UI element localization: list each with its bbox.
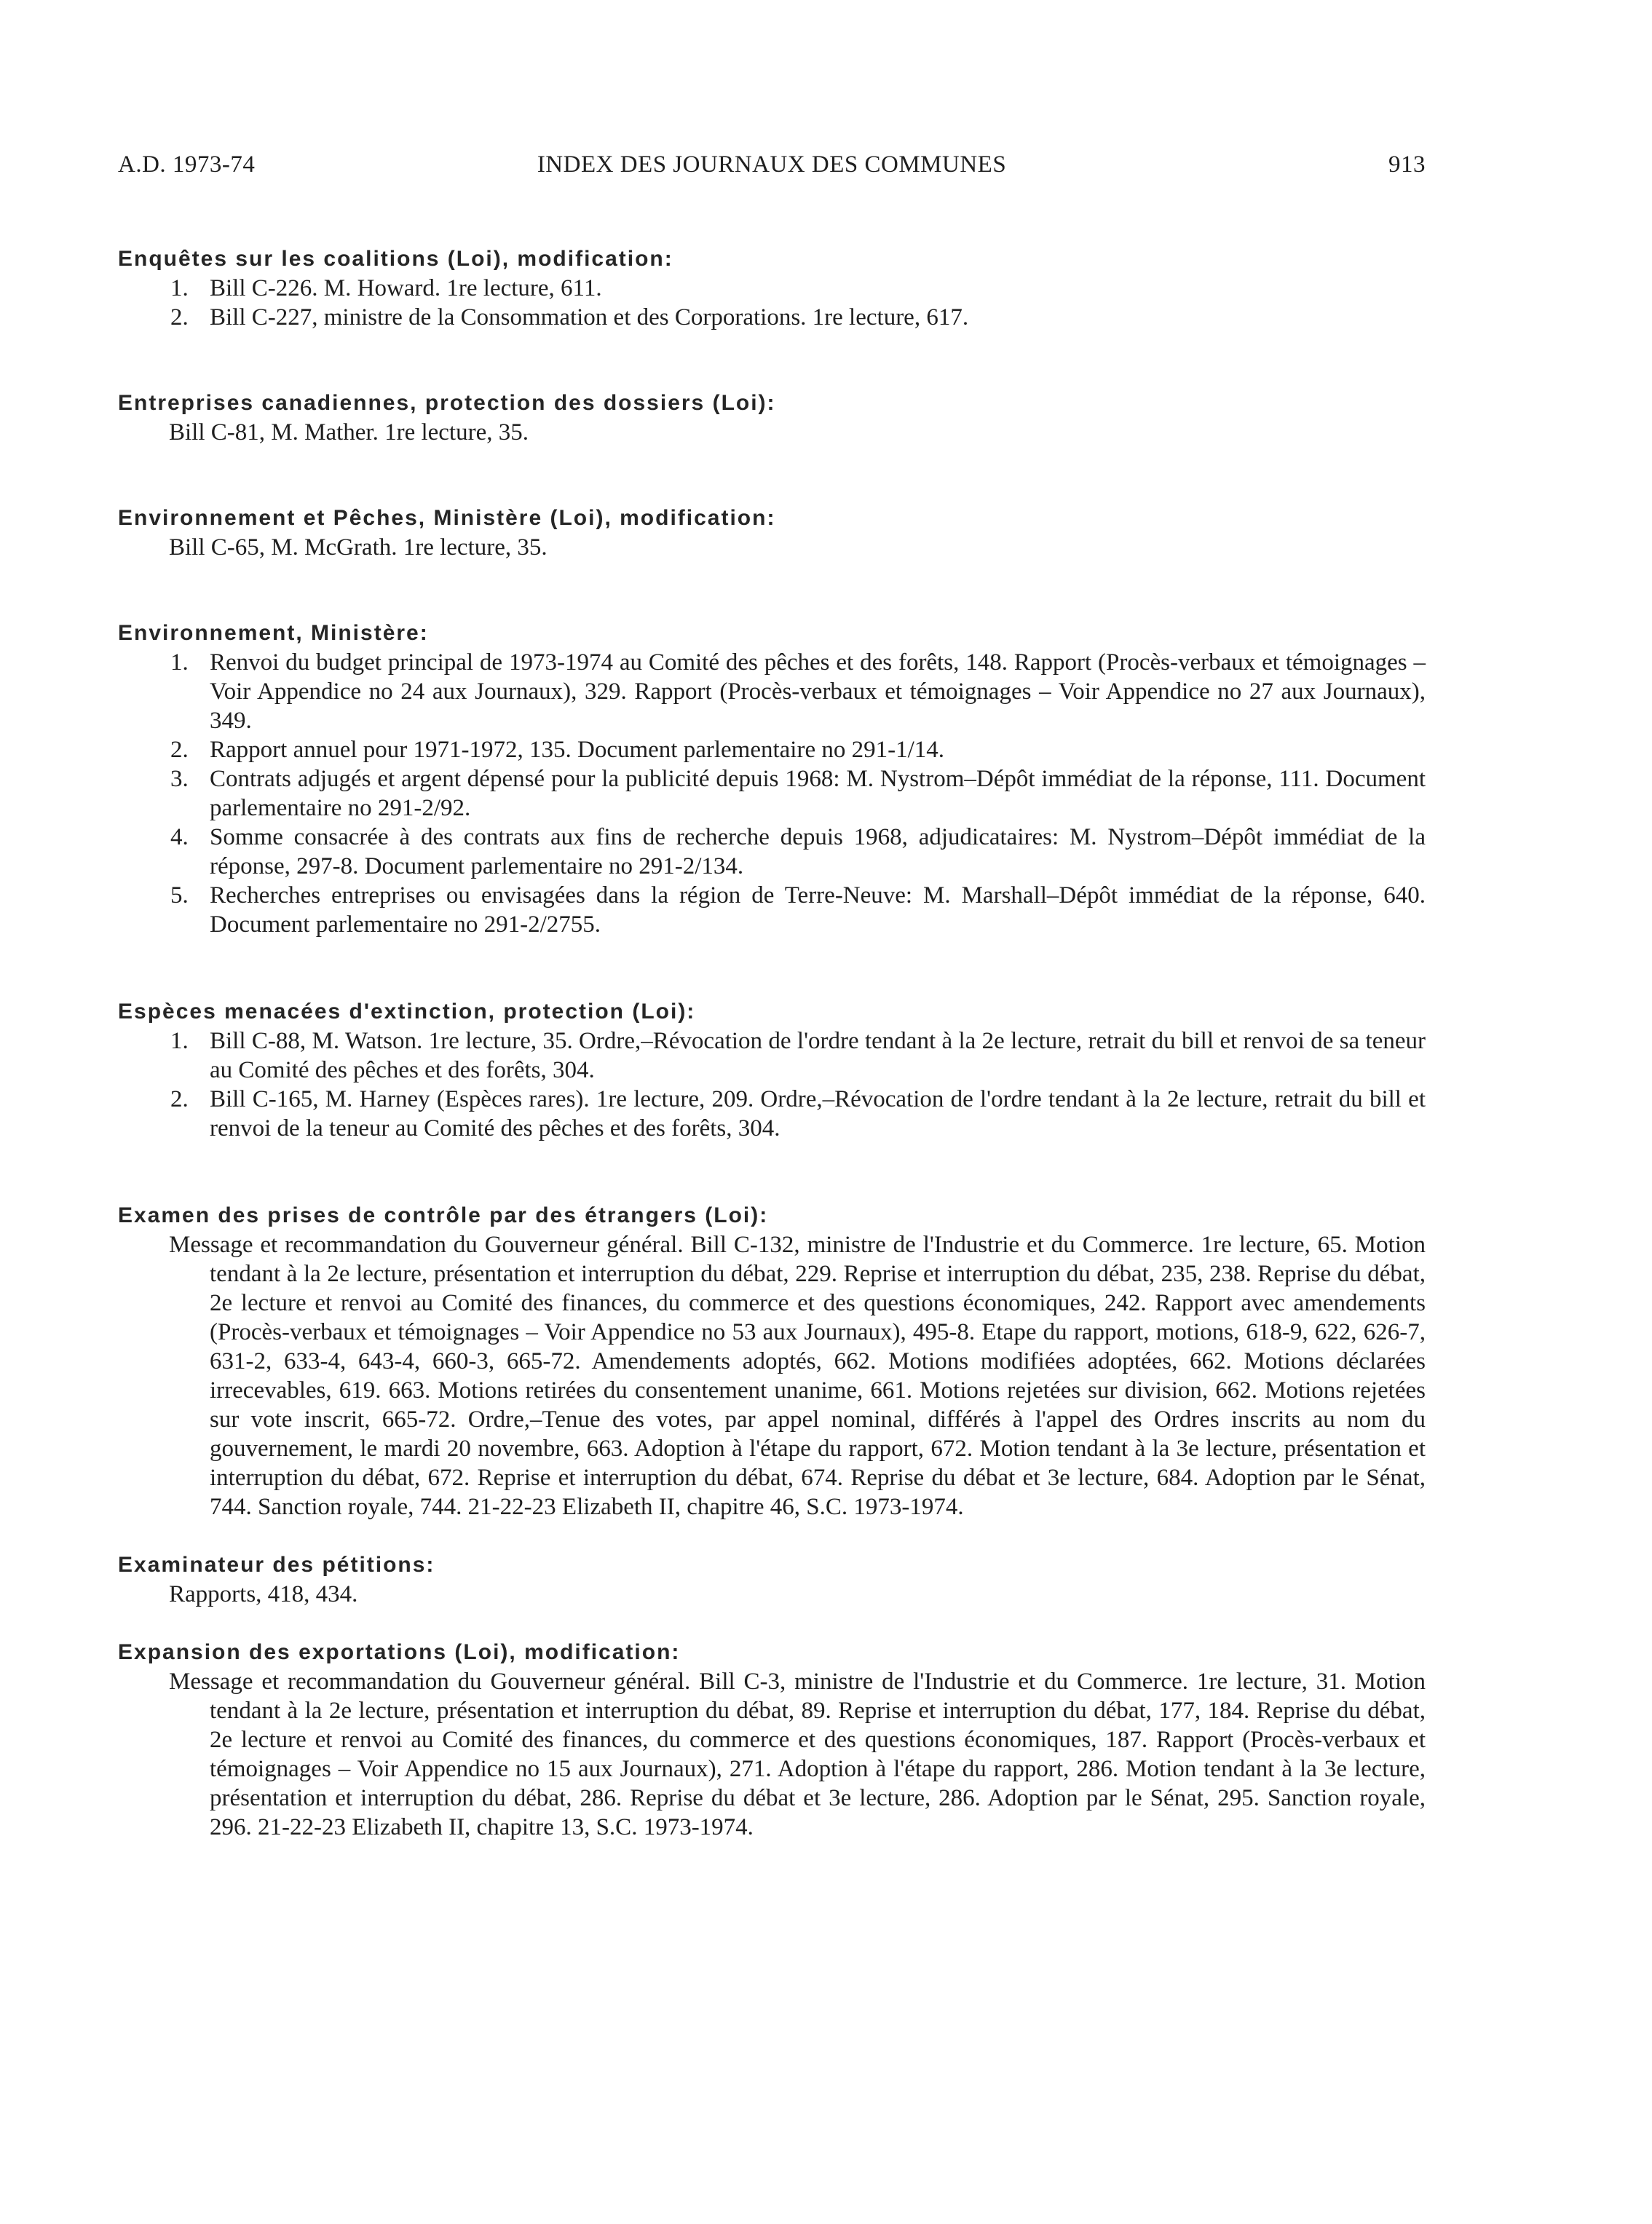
item-text: Somme consacrée à des contrats aux fins de recherche depuis 1968, adjudicataires: M. Nystrom–Dépôt immédiat de la réponse, 297-8. Document parlementaire no 291-2/134. — [210, 824, 1426, 879]
item-number: 1. — [170, 275, 189, 301]
entry-heading: Environnement, Ministère: — [118, 621, 429, 645]
item-number: 3. — [170, 766, 189, 792]
item-number: 1. — [170, 1028, 189, 1054]
entry-text: Message et recommandation du Gouverneur général. Bill C-132, ministre de l'Industrie et du Commerce. 1re lecture, 65. Motion tendant à la 2e lecture, présentation et interruption du débat, 229. Reprise et interruption du débat, 235, 238. Reprise du débat, 2e lecture et renvoi au Comité des finances, du commerce et des questions économiques, 242. Rapport avec amendements (Procès-verbaux et témoignages – Voir Appendice no 53 aux Journaux), 495-8. Etape du rapport, motions, 618-9, 622, 626-7, 631-2, 633-4, 643-4, 660-3, 665-72. Amendements adoptés, 662. Motions modifiées adoptées, 662. Motions déclarées irrecevables, 619. 663. Motions retirées du consentement unanime, 661. Motions rejetées sur division, 662. Motions rejetées sur vote inscrit, 665-72. Ordre,–Tenue des votes, par appel nominal, différés à l'appel des Ordres inscrits au nom du gouvernement, le mardi 20 novembre, 663. Adoption à l'étape du rapport, 672. Motion tendant à la 3e lecture, présentation et interruption du débat, 672. Reprise et interruption du débat, 674. Reprise du débat et 3e lecture, 684. Adoption par le Sénat, 744. Sanction royale, 744. 21-22-23 Elizabeth II, chapitre 46, S.C. 1973-1974. — [169, 1232, 1426, 1520]
item-number: 5. — [170, 882, 189, 909]
item-text: Contrats adjugés et argent dépensé pour la publicité depuis 1968: M. Nystrom–Dépôt immédiat de la réponse, 111. Document parlementaire no 291-2/92. — [210, 766, 1426, 821]
entry-item — [118, 881, 1426, 939]
item-text: Bill C-165, M. Harney (Espèces rares). 1re lecture, 209. Ordre,–Révocation de l'ordre tendant à la 2e lecture, retrait du bill et renvoi de la teneur au Comité des pêches et des forêts, 304. — [210, 1086, 1426, 1141]
item-text: Bill C-88, M. Watson. 1re lecture, 35. Ordre,–Révocation de l'ordre tendant à la 2e lecture, retrait du bill et renvoi de sa teneur au Comité des pêches et des forêts, 304. — [210, 1028, 1426, 1083]
index-entry — [118, 619, 1426, 939]
entry-item — [118, 1085, 1426, 1143]
item-number: 2. — [170, 304, 189, 331]
entry-heading: Examen des prises de contrôle par des étrangers (Loi): — [118, 1203, 769, 1227]
item-number: 2. — [170, 1086, 189, 1112]
index-entry — [118, 997, 1426, 1143]
index-entry — [118, 245, 1426, 332]
item-number: 4. — [170, 824, 189, 850]
entry-item — [118, 274, 1426, 303]
entry-heading: Entreprises canadiennes, protection des dossiers (Loi): — [118, 391, 776, 415]
item-text: Rapport annuel pour 1971-1972, 135. Document parlementaire no 291-1/14. — [210, 737, 945, 763]
item-text: Bill C-226. M. Howard. 1re lecture, 611. — [210, 275, 602, 301]
index-entry — [118, 504, 1426, 562]
index-entry — [118, 389, 1426, 447]
entry-item — [118, 823, 1426, 881]
entry-heading: Enquêtes sur les coalitions (Loi), modification: — [118, 247, 673, 271]
entry-item — [118, 648, 1426, 735]
entry-text: Bill C-81, M. Mather. 1re lecture, 35. — [169, 419, 529, 446]
page-number: 913 — [1388, 151, 1426, 178]
item-text: Bill C-227, ministre de la Consommation et des Corporations. 1re lecture, 617. — [210, 304, 969, 331]
entry-item — [118, 735, 1426, 764]
entry-text: Message et recommandation du Gouverneur général. Bill C-3, ministre de l'Industrie et du Commerce. 1re lecture, 31. Motion tendant à la 2e lecture, présentation et interruption du débat, 89. Reprise et interruption du débat, 177, 184. Reprise du débat, 2e lecture et renvoi au Comité des finances, du commerce et des questions économiques, 187. Rapport (Procès-verbaux et témoignages – Voir Appendice no 15 aux Journaux), 271. Adoption à l'étape du rapport, 286. Motion tendant à la 3e lecture, présentation et interruption du débat, 286. Reprise du débat et 3e lecture, 286. Adoption par le Sénat, 295. Sanction royale, 296. 21-22-23 Elizabeth II, chapitre 13, S.C. 1973-1974. — [169, 1669, 1426, 1840]
entry-heading: Expansion des exportations (Loi), modification: — [118, 1640, 681, 1664]
item-text: Renvoi du budget principal de 1973-1974 au Comité des pêches et des forêts, 148. Rapport (Procès-verbaux et témoignages – Voir Appendice no 24 aux Journaux), 329. Rapport (Procès-verbaux et témoignages – Voir Appendice no 27 aux Journaux), 349. — [210, 649, 1426, 734]
entry-item — [118, 764, 1426, 823]
index-entry — [118, 1638, 1426, 1842]
entry-item — [118, 1026, 1426, 1085]
entry-text: Bill C-65, M. McGrath. 1re lecture, 35. — [169, 534, 548, 561]
item-number: 1. — [170, 649, 189, 676]
header-years: A.D. 1973-74 — [118, 151, 256, 178]
running-head — [118, 151, 1426, 188]
index-entry — [118, 1201, 1426, 1521]
header-title: INDEX DES JOURNAUX DES COMMUNES — [537, 151, 1007, 178]
item-number: 2. — [170, 737, 189, 763]
index-content — [118, 245, 1426, 1842]
item-text: Recherches entreprises ou envisagées dans la région de Terre-Neuve: M. Marshall–Dépôt immédiat de la réponse, 640. Document parlementaire no 291-2/2755. — [210, 882, 1426, 938]
entry-heading: Examinateur des pétitions: — [118, 1553, 435, 1577]
index-entry — [118, 1551, 1426, 1609]
entry-heading: Espèces menacées d'extinction, protection (Loi): — [118, 1000, 696, 1024]
entry-heading: Environnement et Pêches, Ministère (Loi), modification: — [118, 506, 776, 530]
entry-item — [118, 303, 1426, 332]
entry-text: Rapports, 418, 434. — [169, 1581, 358, 1607]
